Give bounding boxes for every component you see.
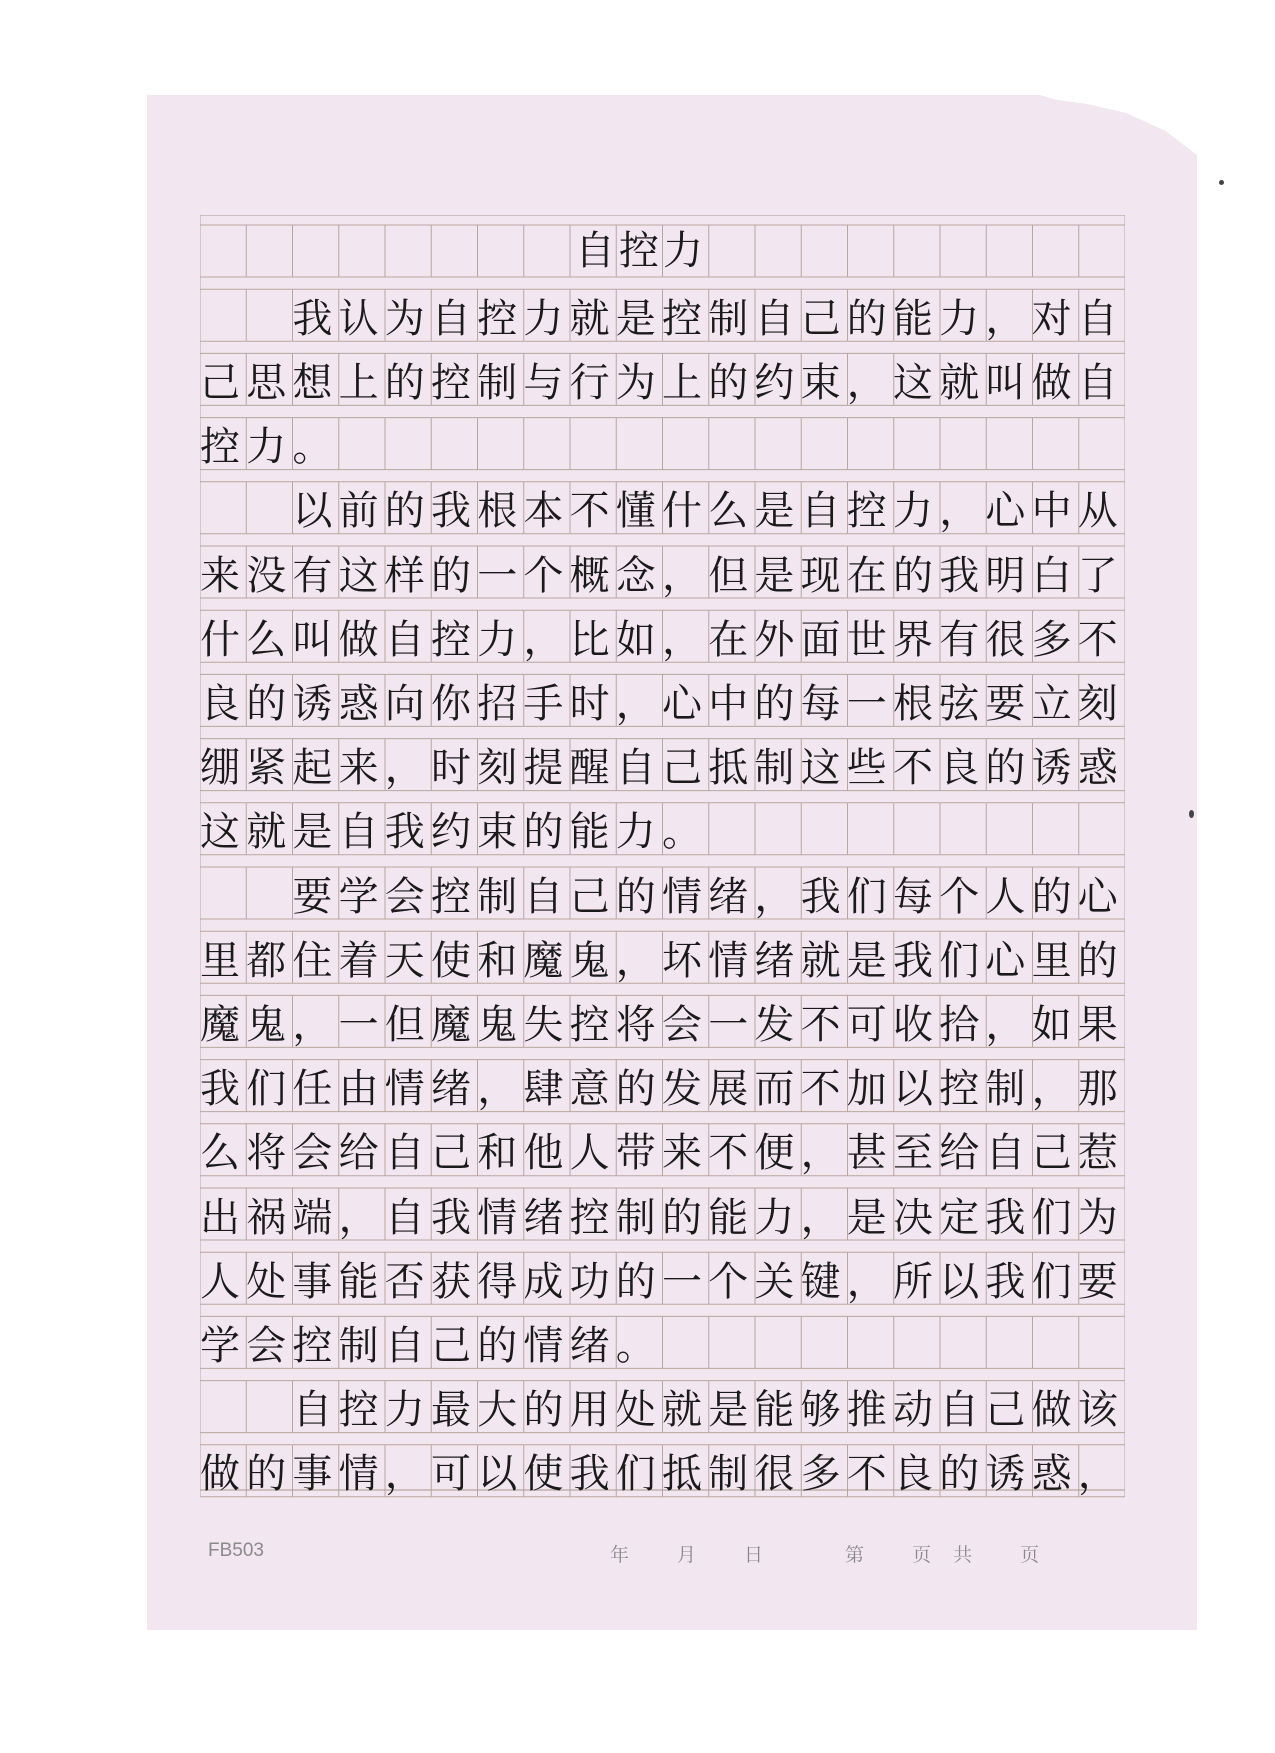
essay-line: 做的事情，可以使我们抵制很多不良的诱惑， xyxy=(200,1451,1124,1497)
essay-line: 绷紧起来，时刻提醒自己抵制这些不良的诱惑 xyxy=(200,745,1124,791)
essay-line: 人处事能否获得成功的一个关键，所以我们要 xyxy=(200,1258,1124,1305)
essay-line: 要学会控制自己的情绪，我们每个人的心 xyxy=(200,873,1124,919)
speck xyxy=(1189,810,1194,818)
essay-line: 来没有这样的一个概念，但是现在的我明白了 xyxy=(200,552,1124,598)
essay-line: 我们任由情绪，肆意的发展而不加以控制，那 xyxy=(200,1066,1124,1112)
footer-page: 页 xyxy=(912,1545,934,1566)
footer-total-suffix: 页 xyxy=(1020,1545,1042,1566)
essay-title: 自控力 xyxy=(575,228,707,274)
essay-line: 魔鬼，一但魔鬼失控将会一发不可收拾，如果 xyxy=(200,1001,1124,1048)
essay-line: 己思想上的控制与行为上的约束，这就叫做自 xyxy=(200,359,1124,406)
essay-line: 学会控制自己的情绪。 xyxy=(200,1322,662,1369)
paper-code: FB503 xyxy=(208,1540,264,1561)
footer-total-prefix: 共 xyxy=(953,1545,975,1566)
footer-day: 日 xyxy=(744,1545,766,1566)
essay-line: 里都住着天使和魔鬼，坏情绪就是我们心里的 xyxy=(200,937,1124,984)
footer-year: 年 xyxy=(610,1545,632,1566)
essay-line: 自控力最大的用处就是能够推动自己做该 xyxy=(200,1387,1124,1433)
speck xyxy=(1219,180,1224,185)
essay-line: 出祸端，自我情绪控制的能力，是决定我们为 xyxy=(200,1194,1124,1240)
essay-line: 么将会给自己和他人带来不便，甚至给自己惹 xyxy=(200,1130,1124,1176)
essay-line: 良的诱惑向你招手时，心中的每一根弦要立刻 xyxy=(200,680,1124,727)
essay-line: 我认为自控力就是控制自己的能力，对自 xyxy=(200,295,1124,342)
essay-line: 这就是自我约束的能力。 xyxy=(200,809,709,855)
footer-date-page xyxy=(610,1540,1087,1567)
manuscript-grid xyxy=(200,215,1125,1500)
essay-line: 以前的我根本不懂什么是自控力，心中从 xyxy=(200,488,1124,534)
footer-page-prefix: 第 xyxy=(845,1545,867,1566)
essay-line: 控力。 xyxy=(200,424,339,470)
footer-month: 月 xyxy=(677,1545,699,1566)
essay-line: 什么叫做自控力，比如，在外面世界有很多不 xyxy=(200,616,1124,663)
